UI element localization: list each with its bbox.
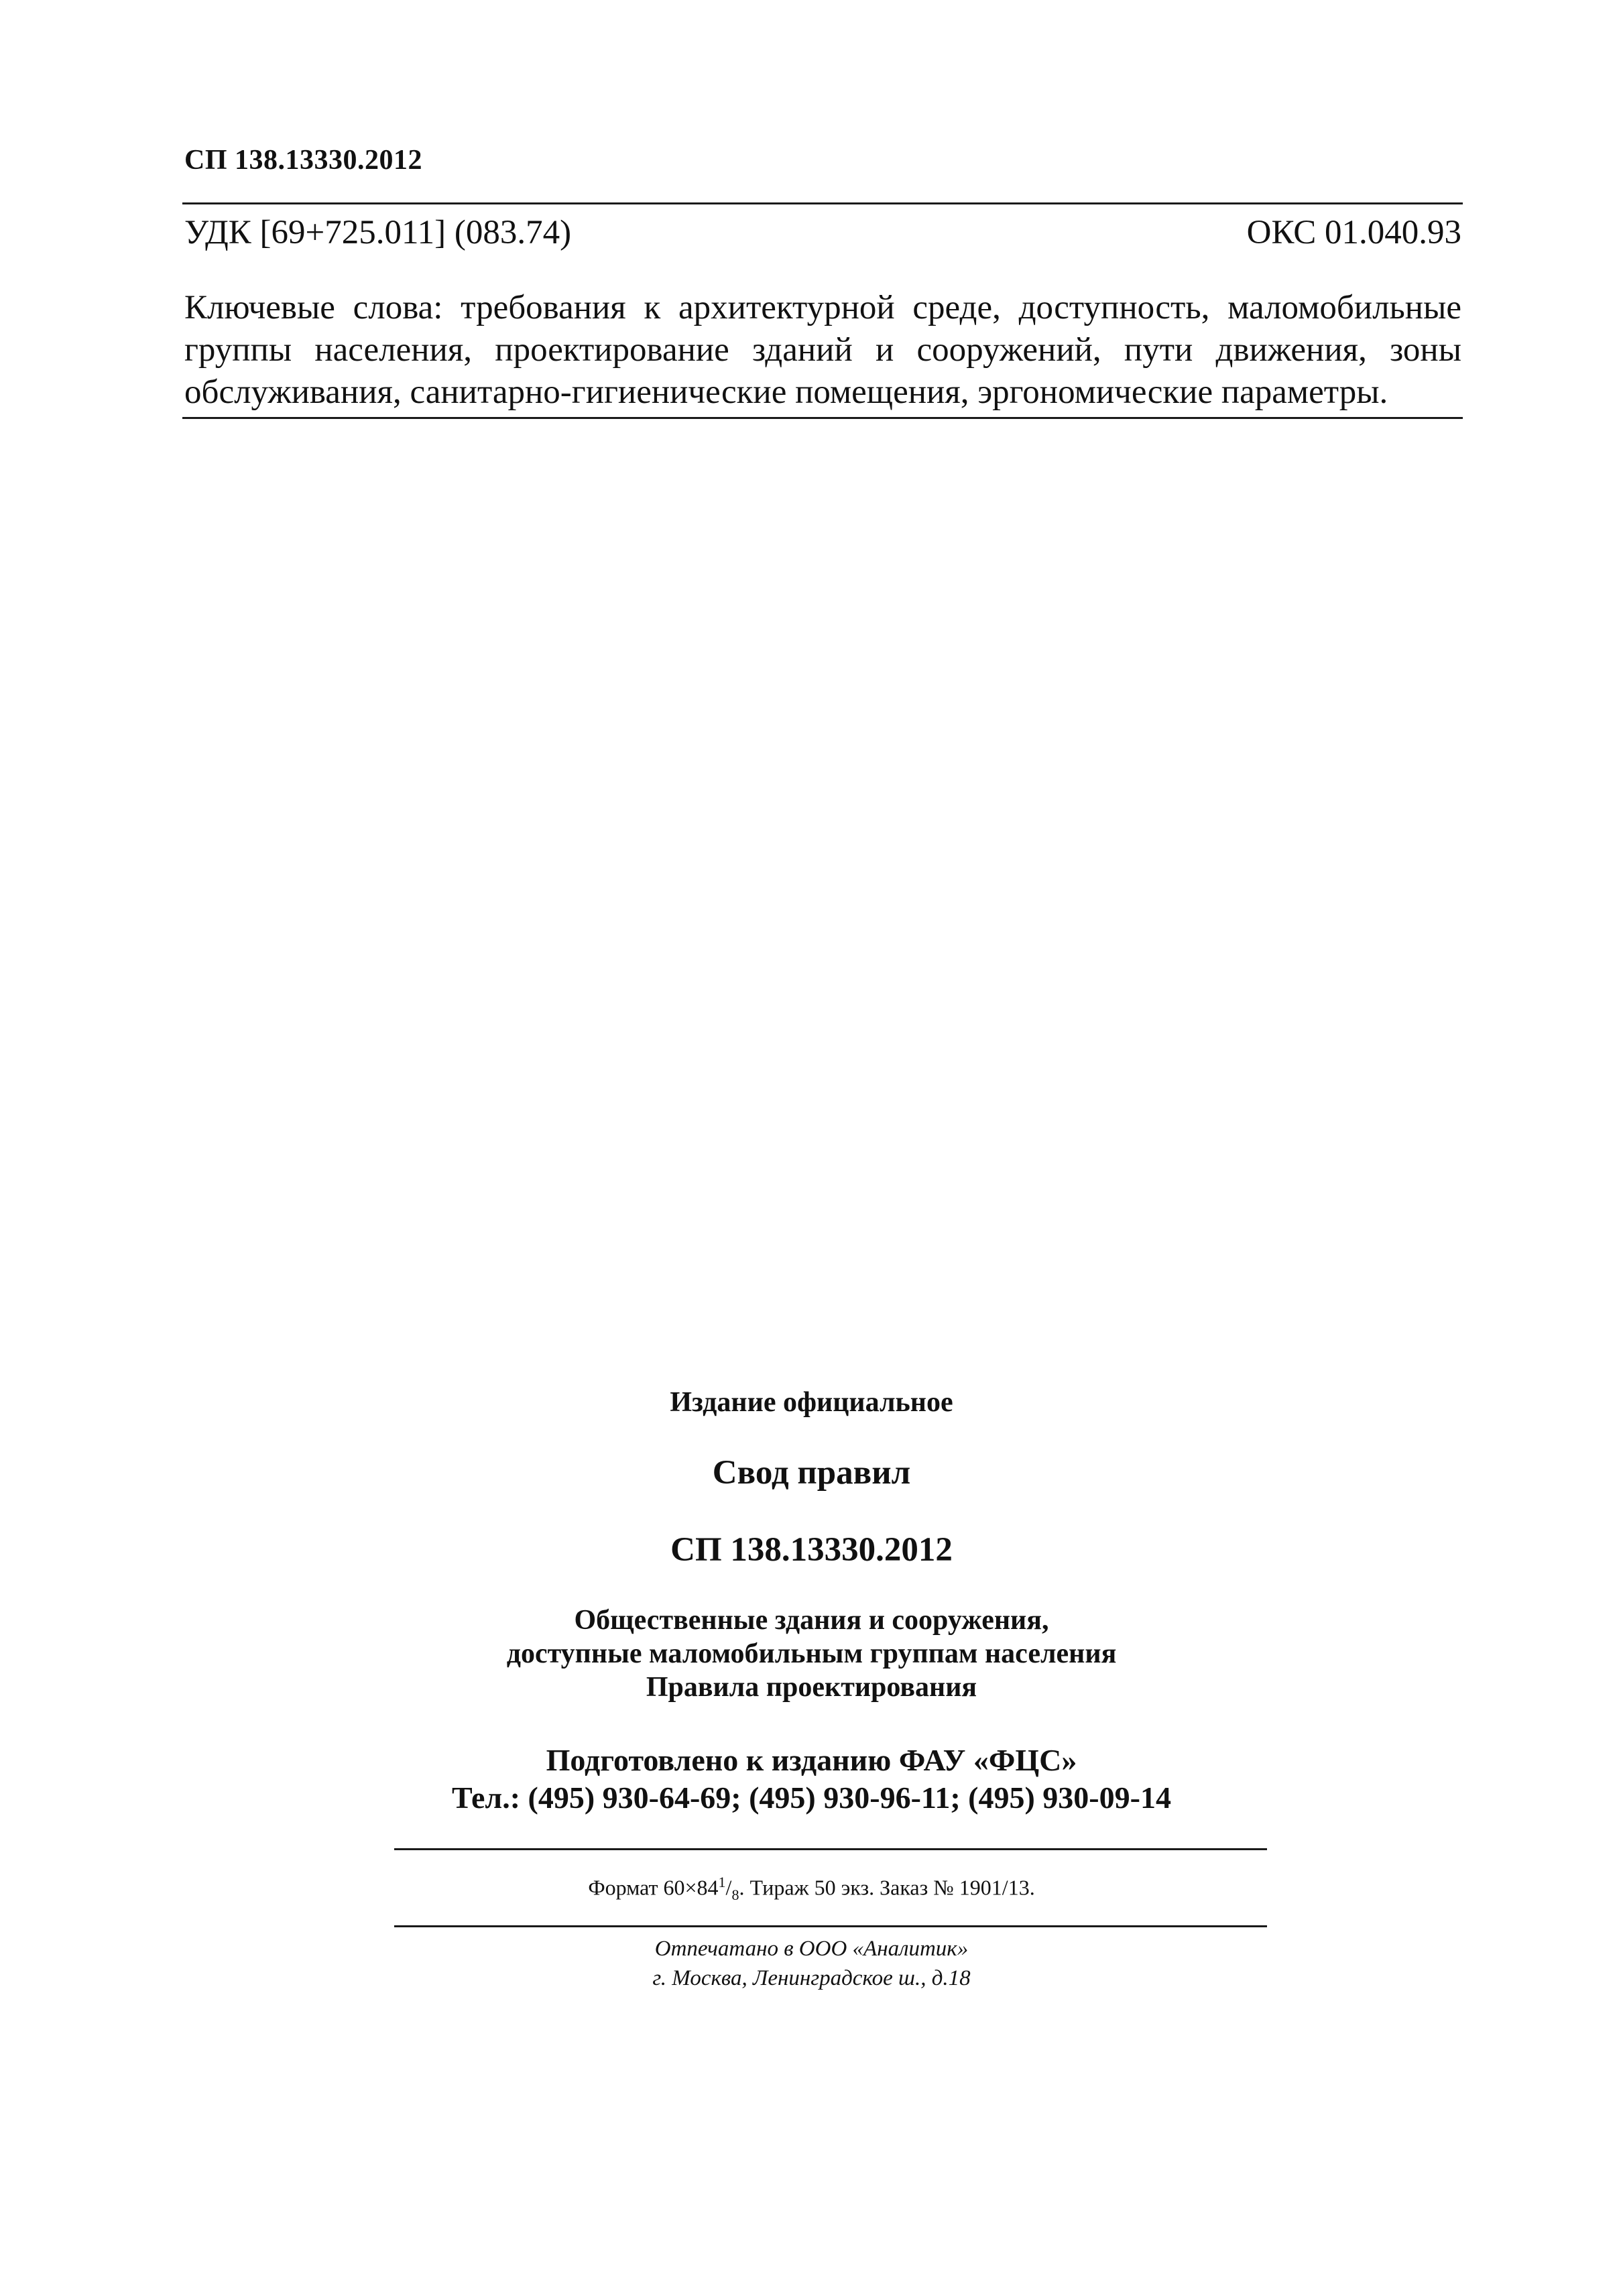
printer-name: Отпечатано в ООО «Аналитик» <box>654 1937 969 1961</box>
title-line: Общественные здания и сооружения, <box>574 1605 1049 1636</box>
format-suffix: . Тираж 50 экз. Заказ № 1901/13. <box>739 1875 1035 1900</box>
sp-number: СП 138.13330.2012 <box>670 1531 953 1569</box>
prepared-by <box>0 1742 1623 1817</box>
format-info: Формат $60\times 84^1/_8$. Тираж 50 экз. Заказ № 1901/13. <box>588 1874 1035 1904</box>
header-divider <box>182 202 1463 204</box>
imprint-divider-top <box>394 1848 1267 1850</box>
format-denominator: 8 <box>731 1886 739 1904</box>
document-title <box>0 1604 1623 1704</box>
title-line: Правила проектирования <box>646 1672 977 1703</box>
keywords-divider <box>182 417 1463 419</box>
title-line: доступные маломобильным группам населения <box>506 1638 1117 1669</box>
prepared-publisher: Подготовлено к изданию ФАУ «ФЦС» <box>546 1743 1077 1777</box>
format-numerator: 1 <box>718 1874 726 1890</box>
set-of-rules-label: Свод правил <box>712 1454 911 1492</box>
edition-label: Издание официальное <box>670 1387 953 1418</box>
document-code-header: СП 138.13330.2012 <box>184 145 422 176</box>
printed-by <box>0 1934 1623 1993</box>
udc-code: УДК [69+725.011] (083.74) <box>184 214 572 251</box>
format-prefix: Формат 60×84 <box>588 1875 719 1900</box>
keywords-paragraph: Ключевые слова: требования к архитектурной среде, доступность, маломобильные группы населения, проектирование зданий и сооружений, пути движения, зоны обслуживания, санитарно-гигиенические помещения, эргономические параметры. <box>184 289 1461 411</box>
prepared-phones: Тел.: (495) 930-64-69; (495) 930-96-11; (495) 930-09-14 <box>452 1780 1171 1815</box>
classification-row <box>184 213 1461 252</box>
printer-address: г. Москва, Ленинградское ш., д.18 <box>652 1966 971 1990</box>
oks-code: ОКС 01.040.93 <box>1246 214 1461 251</box>
imprint-divider-bottom <box>394 1925 1267 1927</box>
